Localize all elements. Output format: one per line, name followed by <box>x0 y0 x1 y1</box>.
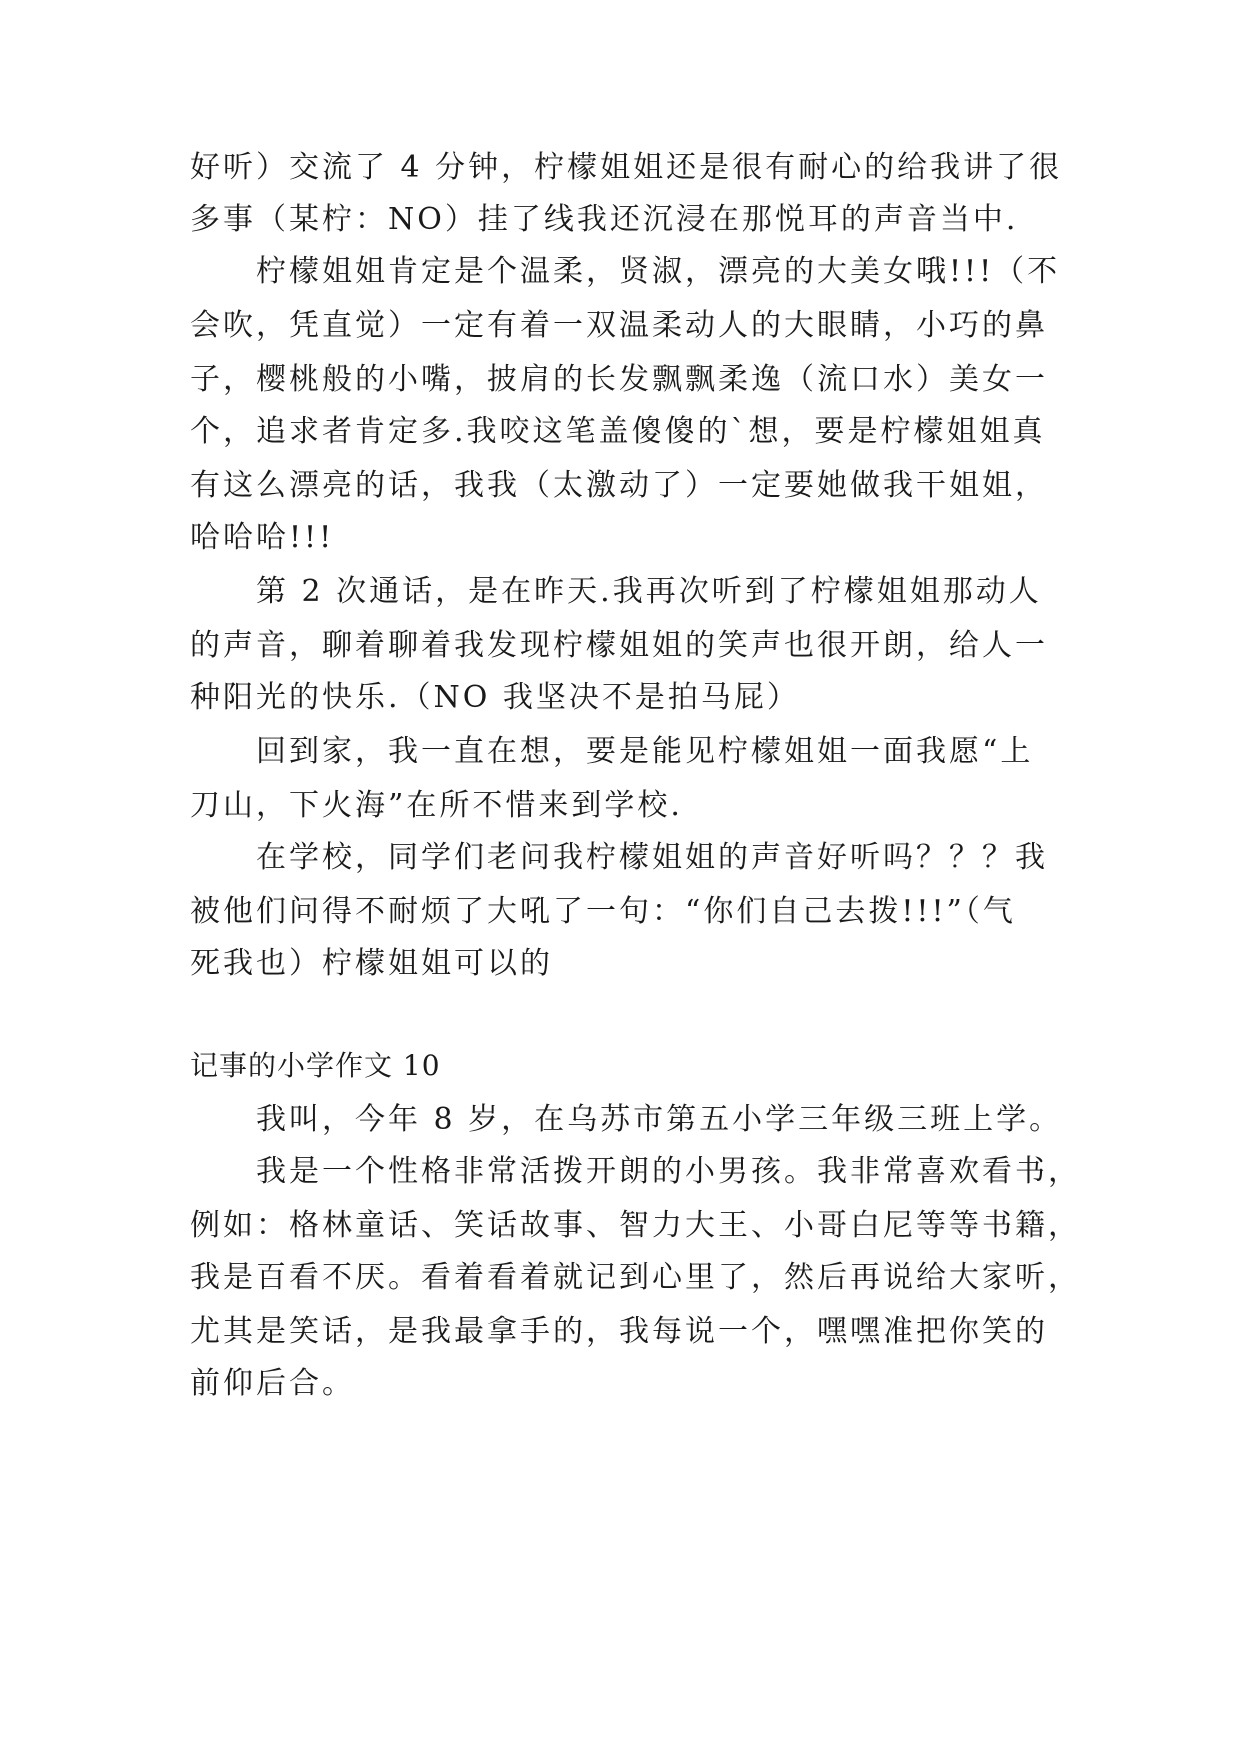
paragraph-line: 前仰后合。 <box>190 1366 355 1401</box>
paragraph-line: 尤其是笑话，是我最拿手的，我每说一个，嘿嘿准把你笑的 <box>190 1314 1048 1349</box>
paragraph-line: 种阳光的快乐.（NO 我坚决不是拍马屁） <box>190 680 800 715</box>
paragraph-line: 我是一个性格非常活拨开朗的小男孩。我非常喜欢看书， <box>256 1154 1081 1189</box>
paragraph-line: 刀山，下火海”在所不惜来到学校. <box>190 788 683 823</box>
section-heading: 记事的小学作文 10 <box>190 1049 441 1082</box>
paragraph-line: 好听）交流了 4 分钟，柠檬姐姐还是很有耐心的给我讲了很 <box>190 150 1063 185</box>
paragraph-line: 多事（某柠：NO）挂了线我还沉浸在那悦耳的声音当中. <box>190 202 1019 237</box>
paragraph-line: 我叫，今年 8 岁，在乌苏市第五小学三年级三班上学。 <box>256 1102 1063 1137</box>
paragraph-line: 柠檬姐姐肯定是个温柔，贤淑，漂亮的大美女哦!!!（不 <box>256 254 1061 289</box>
paragraph-line: 回到家，我一直在想，要是能见柠檬姐姐一面我愿“上 <box>256 734 1034 769</box>
paragraph-line: 例如：格林童话、笑话故事、智力大王、小哥白尼等等书籍， <box>190 1208 1081 1243</box>
paragraph-line: 第 2 次通话，是在昨天.我再次听到了柠檬姐姐那动人 <box>256 574 1042 609</box>
paragraph-line: 被他们问得不耐烦了大吼了一句：“你们自己去拨!!!”（气 <box>190 894 1016 929</box>
paragraph-line: 个，追求者肯定多.我咬这笔盖傻傻的`想，要是柠檬姐姐真 <box>190 414 1046 449</box>
paragraph-line: 子，樱桃般的小嘴，披肩的长发飘飘柔逸（流口水）美女一 <box>190 362 1048 397</box>
paragraph-line: 的声音，聊着聊着我发现柠檬姐姐的笑声也很开朗，给人一 <box>190 628 1048 663</box>
paragraph-line: 有这么漂亮的话，我我（太激动了）一定要她做我干姐姐， <box>190 468 1048 503</box>
paragraph-line: 我是百看不厌。看着看着就记到心里了，然后再说给大家听， <box>190 1260 1081 1295</box>
paragraph-line: 哈哈哈!!! <box>190 520 335 555</box>
paragraph-line: 会吹，凭直觉）一定有着一双温柔动人的大眼睛，小巧的鼻 <box>190 308 1048 343</box>
paragraph-line: 在学校，同学们老问我柠檬姐姐的声音好听吗？？？我 <box>256 840 1048 875</box>
paragraph-line: 死我也）柠檬姐姐可以的 <box>190 946 553 981</box>
